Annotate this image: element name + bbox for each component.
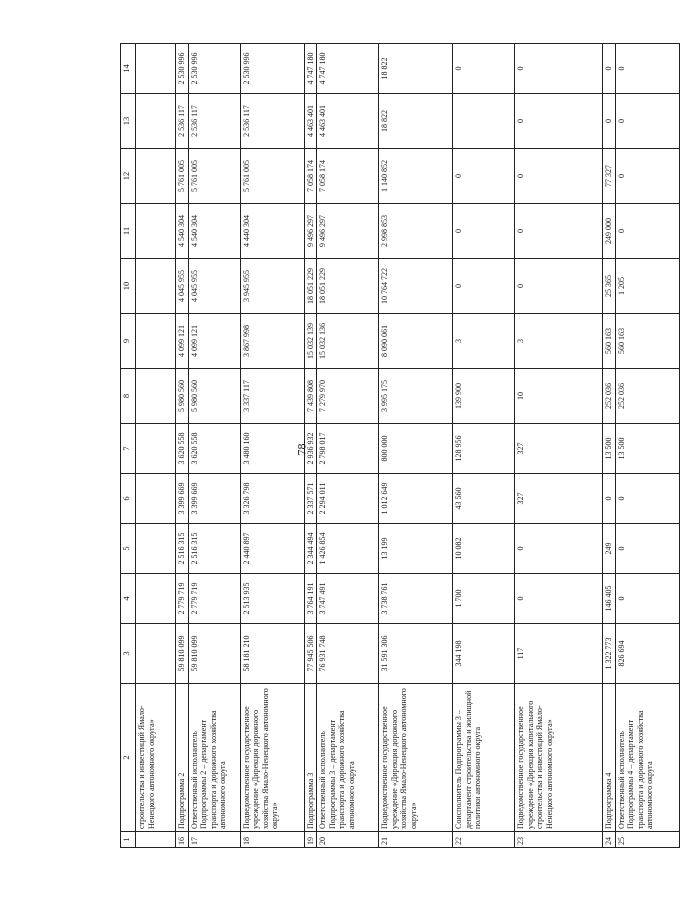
value-cell	[136, 44, 176, 94]
value-cell: 0	[515, 204, 603, 259]
value-cell: 139 900	[453, 369, 515, 424]
column-header: 12	[121, 149, 136, 204]
value-cell: 146 405	[603, 574, 616, 624]
row-number-cell: 20	[317, 832, 379, 848]
value-cell: 18 051 229	[304, 259, 317, 314]
row-number-cell: 18	[240, 832, 304, 848]
row-number-cell	[136, 832, 176, 848]
value-cell: 2 294 011	[317, 474, 379, 524]
value-cell: 0	[515, 574, 603, 624]
value-cell: 0	[453, 44, 515, 94]
value-cell: 0	[603, 44, 616, 94]
value-cell: 2 530 996	[188, 44, 240, 94]
value-cell	[136, 574, 176, 624]
table-row	[317, 44, 379, 848]
value-cell: 0	[515, 44, 603, 94]
page-number: 78	[294, 443, 309, 456]
table-row	[176, 44, 189, 848]
table-row	[453, 44, 515, 848]
column-header: 14	[121, 44, 136, 94]
table-row	[304, 44, 317, 848]
column-header: 10	[121, 259, 136, 314]
value-cell: 31 591 306	[379, 624, 453, 684]
column-header: 2	[121, 684, 136, 832]
row-label-cell: Подпрограмма 4	[603, 684, 616, 832]
row-number-cell: 19	[304, 832, 317, 848]
value-cell: 13 199	[379, 524, 453, 574]
value-cell: 4 747 180	[304, 44, 317, 94]
value-cell: 4 463 401	[304, 94, 317, 149]
value-cell: 5 761 005	[188, 149, 240, 204]
value-cell: 5 980 560	[176, 369, 189, 424]
value-cell: 7 279 970	[317, 369, 379, 424]
value-cell: 2 779 719	[188, 574, 240, 624]
value-cell	[453, 94, 515, 149]
value-cell: 3 337 117	[240, 369, 304, 424]
row-label-cell: Ответственный исполнитель Подпрограммы 3 – департамент транспорта и дорожного хозяйства автономного округа	[317, 684, 379, 832]
value-cell: 3 620 558	[176, 424, 189, 474]
value-cell: 4 540 304	[188, 204, 240, 259]
row-label-cell: Ответственный исполнитель Подпрограммы 2 – департамент транспорта и дорожного хозяйства автономного округа	[188, 684, 240, 832]
value-cell: 2 513 935	[240, 574, 304, 624]
value-cell: 1 700	[453, 574, 515, 624]
value-cell: 8 090 061	[379, 314, 453, 369]
value-cell: 2 536 117	[240, 94, 304, 149]
value-cell: 2 516 315	[188, 524, 240, 574]
value-cell	[136, 204, 176, 259]
value-cell: 3	[453, 314, 515, 369]
value-cell	[136, 314, 176, 369]
value-cell: 0	[603, 94, 616, 149]
column-header: 3	[121, 624, 136, 684]
table-row	[603, 44, 616, 848]
table-row	[379, 44, 453, 848]
value-cell: 117	[515, 624, 603, 684]
value-cell: 2 779 719	[176, 574, 189, 624]
value-cell: 249	[603, 524, 616, 574]
value-cell: 59 810 099	[188, 624, 240, 684]
value-cell: 7 058 174	[317, 149, 379, 204]
column-header: 13	[121, 94, 136, 149]
row-number-cell: 21	[379, 832, 453, 848]
table-header-row	[121, 44, 136, 848]
row-label-cell: Подведомственное государственное учреждение «Дирекция дорожного хозяйства Ямало-Ненецкого автономного округа»	[379, 684, 453, 832]
value-cell: 0	[615, 149, 679, 204]
row-label-cell: Подведомственное государственное учреждение «Дирекция дорожного хозяйства Ямало-Ненецкого автономного округа»	[240, 684, 304, 832]
value-cell: 3	[515, 314, 603, 369]
value-cell: 0	[615, 524, 679, 574]
value-cell: 800 000	[379, 424, 453, 474]
value-cell: 1 140 852	[379, 149, 453, 204]
rotated-table-area	[120, 44, 654, 848]
value-cell: 2 337 571	[304, 474, 317, 524]
row-label-cell: строительства и инвестиций Ямало-Ненецкого автономного округа»	[136, 684, 176, 832]
column-header: 6	[121, 474, 136, 524]
row-label-cell: Подпрограмма 2	[176, 684, 189, 832]
value-cell: 0	[515, 94, 603, 149]
value-cell: 3 747 491	[317, 574, 379, 624]
value-cell: 0	[453, 149, 515, 204]
value-cell: 0	[615, 44, 679, 94]
value-cell: 58 181 210	[240, 624, 304, 684]
value-cell: 4 540 304	[176, 204, 189, 259]
value-cell: 18 822	[379, 44, 453, 94]
value-cell: 13 500	[603, 424, 616, 474]
row-number-cell: 17	[188, 832, 240, 848]
value-cell: 76 931 748	[317, 624, 379, 684]
value-cell: 327	[515, 474, 603, 524]
value-cell: 0	[615, 204, 679, 259]
row-number-cell: 22	[453, 832, 515, 848]
value-cell: 0	[515, 524, 603, 574]
value-cell: 13 500	[615, 424, 679, 474]
value-cell: 2 998 853	[379, 204, 453, 259]
value-cell: 3 399 669	[188, 474, 240, 524]
value-cell: 4 099 121	[188, 314, 240, 369]
row-label-cell: Соисполнитель Подпрограммы 3 – департамент строительства и жилищной политики автономного округа	[453, 684, 515, 832]
value-cell: 3 620 558	[188, 424, 240, 474]
value-cell: 2 936 932	[304, 424, 317, 474]
value-cell: 2 530 996	[240, 44, 304, 94]
value-cell: 3 945 955	[240, 259, 304, 314]
value-cell: 2 536 117	[176, 94, 189, 149]
row-number-cell: 16	[176, 832, 189, 848]
value-cell	[136, 259, 176, 314]
table-row	[136, 44, 176, 848]
value-cell: 0	[515, 259, 603, 314]
value-cell: 0	[515, 149, 603, 204]
value-cell: 0	[453, 204, 515, 259]
value-cell: 0	[615, 574, 679, 624]
value-cell: 4 747 180	[317, 44, 379, 94]
value-cell: 15 032 136	[317, 314, 379, 369]
value-cell: 9 496 297	[304, 204, 317, 259]
value-cell	[136, 624, 176, 684]
value-cell: 4 045 955	[176, 259, 189, 314]
value-cell: 77 327	[603, 149, 616, 204]
value-cell: 2 536 117	[188, 94, 240, 149]
value-cell: 252 036	[603, 369, 616, 424]
value-cell: 3 764 191	[304, 574, 317, 624]
row-label-cell: Подведомственное государственное учреждение «Дирекция капитального строительства и инвестиций Ямало-Ненецкого автономного округа»	[515, 684, 603, 832]
value-cell: 252 036	[615, 369, 679, 424]
value-cell: 10 082	[453, 524, 515, 574]
value-cell: 560 163	[615, 314, 679, 369]
column-header: 8	[121, 369, 136, 424]
table-row	[515, 44, 603, 848]
value-cell: 3 326 798	[240, 474, 304, 524]
value-cell: 826 694	[615, 624, 679, 684]
value-cell: 3 995 175	[379, 369, 453, 424]
column-header: 9	[121, 314, 136, 369]
column-header: 5	[121, 524, 136, 574]
value-cell: 0	[603, 474, 616, 524]
value-cell: 77 945 506	[304, 624, 317, 684]
value-cell: 59 810 099	[176, 624, 189, 684]
value-cell: 18 822	[379, 94, 453, 149]
value-cell: 2 530 996	[176, 44, 189, 94]
value-cell: 0	[453, 259, 515, 314]
value-cell: 0	[615, 474, 679, 524]
column-header: 11	[121, 204, 136, 259]
value-cell: 2 344 494	[304, 524, 317, 574]
value-cell: 3 480 160	[240, 424, 304, 474]
value-cell: 10	[515, 369, 603, 424]
value-cell	[136, 524, 176, 574]
value-cell	[136, 424, 176, 474]
value-cell: 4 463 401	[317, 94, 379, 149]
value-cell: 25 365	[603, 259, 616, 314]
value-cell: 5 761 005	[240, 149, 304, 204]
value-cell: 560 163	[603, 314, 616, 369]
value-cell: 43 560	[453, 474, 515, 524]
value-cell: 0	[615, 94, 679, 149]
value-cell: 7 058 174	[304, 149, 317, 204]
value-cell: 1 205	[615, 259, 679, 314]
value-cell: 3 867 998	[240, 314, 304, 369]
value-cell: 18 051 229	[317, 259, 379, 314]
budget-table	[120, 43, 680, 848]
value-cell	[136, 474, 176, 524]
value-cell	[136, 369, 176, 424]
row-number-cell: 25	[615, 832, 679, 848]
row-label-cell: Подпрограмма 3	[304, 684, 317, 832]
value-cell: 5 761 005	[176, 149, 189, 204]
value-cell: 1 012 649	[379, 474, 453, 524]
value-cell: 4 440 304	[240, 204, 304, 259]
table-row	[188, 44, 240, 848]
table-row	[615, 44, 679, 848]
row-number-cell: 23	[515, 832, 603, 848]
table-row	[240, 44, 304, 848]
value-cell: 2 798 017	[317, 424, 379, 474]
column-header: 1	[121, 832, 136, 848]
value-cell: 128 956	[453, 424, 515, 474]
value-cell: 3 399 669	[176, 474, 189, 524]
value-cell: 1 322 773	[603, 624, 616, 684]
value-cell: 3 738 761	[379, 574, 453, 624]
value-cell: 7 439 808	[304, 369, 317, 424]
value-cell: 327	[515, 424, 603, 474]
value-cell	[136, 149, 176, 204]
row-number-cell: 24	[603, 832, 616, 848]
value-cell	[136, 94, 176, 149]
column-header: 4	[121, 574, 136, 624]
value-cell: 2 516 315	[176, 524, 189, 574]
row-label-cell: Ответственный исполнитель Подпрограммы 4 – департамент транспорта и дорожного хозяйства автономного округа	[615, 684, 679, 832]
value-cell: 2 440 897	[240, 524, 304, 574]
value-cell: 4 099 121	[176, 314, 189, 369]
value-cell: 5 980 560	[188, 369, 240, 424]
value-cell: 10 764 722	[379, 259, 453, 314]
column-header: 7	[121, 424, 136, 474]
value-cell: 344 198	[453, 624, 515, 684]
value-cell: 15 032 139	[304, 314, 317, 369]
value-cell: 1 426 854	[317, 524, 379, 574]
value-cell: 9 496 297	[317, 204, 379, 259]
value-cell: 4 045 955	[188, 259, 240, 314]
value-cell: 249 000	[603, 204, 616, 259]
